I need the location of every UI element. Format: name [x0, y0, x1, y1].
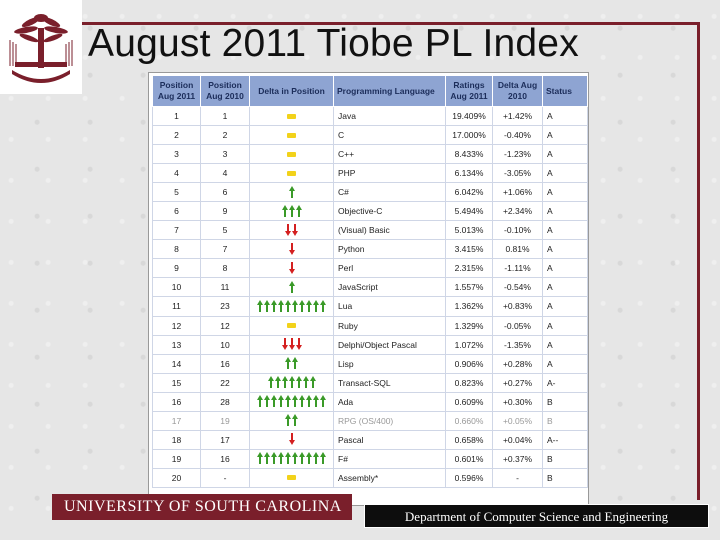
- cell-rating: 0.906%: [446, 354, 493, 373]
- cell-delta-position: [250, 335, 334, 354]
- equal-marker-icon: [287, 475, 296, 480]
- cell-delta-position: [250, 259, 334, 278]
- cell-language: C: [334, 126, 446, 145]
- cell-position-2010: 5: [201, 221, 250, 240]
- cell-rating-delta: +0.28%: [493, 354, 543, 373]
- equal-marker-icon: [287, 152, 296, 157]
- arrow-up-icon: [257, 395, 263, 407]
- cell-position-2011: 6: [153, 202, 201, 221]
- cell-language: Lua: [334, 297, 446, 316]
- cell-delta-position: [250, 107, 334, 126]
- cell-rating-delta: +0.37%: [493, 449, 543, 468]
- cell-rating-delta: -: [493, 468, 543, 487]
- cell-status: A-: [543, 373, 588, 392]
- header-position-2010: Position Aug 2010: [201, 76, 250, 107]
- cell-status: B: [543, 411, 588, 430]
- cell-status: A: [543, 202, 588, 221]
- arrow-up-icon: [275, 376, 281, 388]
- table-body: [153, 107, 588, 488]
- cell-rating: 1.329%: [446, 316, 493, 335]
- cell-position-2010: 7: [201, 240, 250, 259]
- arrow-down-icon: [289, 338, 295, 350]
- delta-indicator: [289, 432, 295, 446]
- cell-position-2011: 2: [153, 126, 201, 145]
- cell-rating: 0.823%: [446, 373, 493, 392]
- cell-position-2011: 9: [153, 259, 201, 278]
- footer-department: Department of Computer Science and Engineering: [364, 504, 709, 528]
- cell-position-2010: 3: [201, 145, 250, 164]
- cell-position-2010: 4: [201, 164, 250, 183]
- arrow-up-icon: [289, 376, 295, 388]
- arrow-up-icon: [257, 452, 263, 464]
- delta-indicator: [268, 375, 316, 389]
- cell-rating: 8.433%: [446, 145, 493, 164]
- table-row: [153, 354, 588, 373]
- table-row: [153, 449, 588, 468]
- cell-rating-delta: -0.05%: [493, 316, 543, 335]
- delta-indicator: [289, 185, 295, 199]
- cell-position-2010: 17: [201, 430, 250, 449]
- arrow-up-icon: [296, 205, 302, 217]
- arrow-up-icon: [271, 452, 277, 464]
- cell-position-2011: 7: [153, 221, 201, 240]
- arrow-up-icon: [292, 395, 298, 407]
- table-row: [153, 297, 588, 316]
- cell-language: Ada: [334, 392, 446, 411]
- cell-position-2011: 15: [153, 373, 201, 392]
- table-row: [153, 373, 588, 392]
- cell-rating-delta: -3.05%: [493, 164, 543, 183]
- cell-rating-delta: +0.83%: [493, 297, 543, 316]
- cell-position-2010: 2: [201, 126, 250, 145]
- cell-position-2010: -: [201, 468, 250, 487]
- delta-indicator: [285, 413, 298, 427]
- cell-language: RPG (OS/400): [334, 411, 446, 430]
- arrow-up-icon: [285, 357, 291, 369]
- cell-rating-delta: +2.34%: [493, 202, 543, 221]
- arrow-up-icon: [278, 395, 284, 407]
- delta-indicator: [257, 394, 326, 408]
- table-row: [153, 278, 588, 297]
- cell-delta-position: [250, 449, 334, 468]
- header-delta-position: Delta in Position: [250, 76, 334, 107]
- cell-rating: 1.072%: [446, 335, 493, 354]
- arrow-up-icon: [306, 395, 312, 407]
- cell-position-2011: 18: [153, 430, 201, 449]
- cell-status: A--: [543, 430, 588, 449]
- cell-position-2011: 4: [153, 164, 201, 183]
- arrow-up-icon: [299, 452, 305, 464]
- arrow-up-icon: [271, 395, 277, 407]
- arrow-up-icon: [313, 300, 319, 312]
- arrow-up-icon: [320, 395, 326, 407]
- cell-rating: 0.609%: [446, 392, 493, 411]
- arrow-up-icon: [313, 395, 319, 407]
- equal-marker-icon: [287, 171, 296, 176]
- delta-indicator: [285, 356, 298, 370]
- cell-rating-delta: +0.30%: [493, 392, 543, 411]
- arrow-up-icon: [282, 376, 288, 388]
- cell-delta-position: [250, 221, 334, 240]
- cell-language: JavaScript: [334, 278, 446, 297]
- table-row: [153, 145, 588, 164]
- cell-position-2011: 8: [153, 240, 201, 259]
- arrow-up-icon: [320, 452, 326, 464]
- cell-rating: 5.013%: [446, 221, 493, 240]
- cell-status: A: [543, 297, 588, 316]
- arrow-up-icon: [257, 300, 263, 312]
- cell-position-2010: 19: [201, 411, 250, 430]
- arrow-up-icon: [289, 205, 295, 217]
- cell-delta-position: [250, 297, 334, 316]
- cell-status: A: [543, 335, 588, 354]
- delta-indicator: [287, 128, 296, 142]
- cell-status: A: [543, 221, 588, 240]
- cell-position-2010: 1: [201, 107, 250, 126]
- university-logo: [0, 0, 82, 94]
- cell-status: A: [543, 145, 588, 164]
- cell-position-2010: 6: [201, 183, 250, 202]
- arrow-up-icon: [306, 300, 312, 312]
- arrow-up-icon: [320, 300, 326, 312]
- delta-indicator: [282, 204, 302, 218]
- cell-delta-position: [250, 468, 334, 487]
- table-row: [153, 221, 588, 240]
- cell-position-2011: 3: [153, 145, 201, 164]
- cell-position-2011: 17: [153, 411, 201, 430]
- cell-position-2011: 11: [153, 297, 201, 316]
- cell-language: Delphi/Object Pascal: [334, 335, 446, 354]
- cell-status: B: [543, 449, 588, 468]
- cell-position-2010: 16: [201, 354, 250, 373]
- cell-rating-delta: +0.04%: [493, 430, 543, 449]
- arrow-up-icon: [264, 300, 270, 312]
- delta-indicator: [285, 223, 298, 237]
- frame-line-right: [697, 22, 700, 500]
- cell-position-2011: 13: [153, 335, 201, 354]
- cell-status: A: [543, 354, 588, 373]
- cell-position-2011: 12: [153, 316, 201, 335]
- arrow-up-icon: [306, 452, 312, 464]
- delta-indicator: [289, 242, 295, 256]
- table-row: [153, 335, 588, 354]
- cell-status: A: [543, 126, 588, 145]
- arrow-up-icon: [278, 452, 284, 464]
- delta-indicator: [257, 451, 326, 465]
- arrow-down-icon: [289, 243, 295, 255]
- cell-position-2010: 23: [201, 297, 250, 316]
- cell-status: A: [543, 259, 588, 278]
- cell-status: A: [543, 240, 588, 259]
- delta-indicator: [287, 166, 296, 180]
- cell-delta-position: [250, 354, 334, 373]
- cell-position-2011: 16: [153, 392, 201, 411]
- cell-position-2011: 1: [153, 107, 201, 126]
- cell-language: Python: [334, 240, 446, 259]
- arrow-up-icon: [285, 300, 291, 312]
- cell-position-2010: 28: [201, 392, 250, 411]
- header-ratings: Ratings Aug 2011: [446, 76, 493, 107]
- cell-language: Assembly*: [334, 468, 446, 487]
- header-language: Programming Language: [334, 76, 446, 107]
- equal-marker-icon: [287, 114, 296, 119]
- arrow-up-icon: [292, 300, 298, 312]
- arrow-up-icon: [299, 395, 305, 407]
- arrow-up-icon: [282, 205, 288, 217]
- table-row: [153, 164, 588, 183]
- cell-delta-position: [250, 126, 334, 145]
- arrow-up-icon: [264, 452, 270, 464]
- cell-rating-delta: -0.54%: [493, 278, 543, 297]
- cell-rating-delta: -1.23%: [493, 145, 543, 164]
- cell-status: A: [543, 316, 588, 335]
- table-row: [153, 468, 588, 487]
- cell-rating-delta: -1.11%: [493, 259, 543, 278]
- cell-language: Perl: [334, 259, 446, 278]
- cell-rating-delta: -0.10%: [493, 221, 543, 240]
- arrow-up-icon: [292, 452, 298, 464]
- cell-status: B: [543, 392, 588, 411]
- tiobe-ranking-table: [152, 75, 588, 488]
- cell-position-2011: 14: [153, 354, 201, 373]
- cell-delta-position: [250, 411, 334, 430]
- arrow-up-icon: [292, 357, 298, 369]
- cell-rating-delta: -1.35%: [493, 335, 543, 354]
- cell-status: A: [543, 278, 588, 297]
- table-row: [153, 430, 588, 449]
- equal-marker-icon: [287, 323, 296, 328]
- cell-rating: 6.134%: [446, 164, 493, 183]
- delta-indicator: [289, 261, 295, 275]
- arrow-down-icon: [282, 338, 288, 350]
- cell-rating: 0.601%: [446, 449, 493, 468]
- arrow-down-icon: [285, 224, 291, 236]
- arrow-up-icon: [289, 186, 295, 198]
- delta-indicator: [287, 319, 296, 333]
- header-delta-rating: Delta Aug 2010: [493, 76, 543, 107]
- cell-status: A: [543, 107, 588, 126]
- cell-rating-delta: +0.05%: [493, 411, 543, 430]
- arrow-up-icon: [285, 452, 291, 464]
- palmetto-logo-icon: [0, 0, 82, 94]
- arrow-up-icon: [285, 395, 291, 407]
- table-row: [153, 411, 588, 430]
- cell-position-2011: 19: [153, 449, 201, 468]
- arrow-up-icon: [313, 452, 319, 464]
- arrow-up-icon: [303, 376, 309, 388]
- cell-rating: 0.596%: [446, 468, 493, 487]
- delta-indicator: [289, 280, 295, 294]
- cell-position-2011: 20: [153, 468, 201, 487]
- cell-position-2010: 11: [201, 278, 250, 297]
- arrow-up-icon: [271, 300, 277, 312]
- arrow-up-icon: [278, 300, 284, 312]
- cell-delta-position: [250, 202, 334, 221]
- cell-rating: 1.362%: [446, 297, 493, 316]
- header-status: Status: [543, 76, 588, 107]
- cell-language: Ruby: [334, 316, 446, 335]
- arrow-up-icon: [268, 376, 274, 388]
- cell-language: Java: [334, 107, 446, 126]
- cell-language: Objective-C: [334, 202, 446, 221]
- arrow-down-icon: [289, 433, 295, 445]
- table-row: [153, 126, 588, 145]
- cell-language: Transact-SQL: [334, 373, 446, 392]
- arrow-down-icon: [292, 224, 298, 236]
- arrow-down-icon: [289, 262, 295, 274]
- cell-delta-position: [250, 316, 334, 335]
- table-row: [153, 183, 588, 202]
- arrow-up-icon: [310, 376, 316, 388]
- table-row: [153, 392, 588, 411]
- delta-indicator: [282, 337, 302, 351]
- cell-rating: 0.660%: [446, 411, 493, 430]
- cell-rating: 6.042%: [446, 183, 493, 202]
- cell-delta-position: [250, 145, 334, 164]
- cell-rating-delta: +1.06%: [493, 183, 543, 202]
- header-position-2011: Position Aug 2011: [153, 76, 201, 107]
- cell-status: A: [543, 164, 588, 183]
- slide-title: August 2011 Tiobe PL Index: [88, 22, 579, 65]
- arrow-up-icon: [299, 300, 305, 312]
- table-row: [153, 107, 588, 126]
- cell-position-2011: 5: [153, 183, 201, 202]
- arrow-up-icon: [264, 395, 270, 407]
- cell-rating: 3.415%: [446, 240, 493, 259]
- table-row: [153, 316, 588, 335]
- arrow-up-icon: [285, 414, 291, 426]
- cell-language: F#: [334, 449, 446, 468]
- cell-delta-position: [250, 240, 334, 259]
- cell-delta-position: [250, 430, 334, 449]
- cell-language: PHP: [334, 164, 446, 183]
- cell-position-2011: 10: [153, 278, 201, 297]
- cell-delta-position: [250, 183, 334, 202]
- cell-position-2010: 22: [201, 373, 250, 392]
- cell-delta-position: [250, 164, 334, 183]
- cell-delta-position: [250, 278, 334, 297]
- arrow-down-icon: [296, 338, 302, 350]
- table-row: [153, 259, 588, 278]
- cell-rating-delta: +1.42%: [493, 107, 543, 126]
- cell-language: (Visual) Basic: [334, 221, 446, 240]
- cell-position-2010: 12: [201, 316, 250, 335]
- cell-delta-position: [250, 392, 334, 411]
- footer-university: UNIVERSITY OF SOUTH CAROLINA: [52, 494, 352, 520]
- tiobe-table-image: [148, 72, 589, 506]
- cell-language: C++: [334, 145, 446, 164]
- delta-indicator: [287, 147, 296, 161]
- table-header-row: [153, 76, 588, 107]
- equal-marker-icon: [287, 133, 296, 138]
- cell-rating-delta: 0.81%: [493, 240, 543, 259]
- cell-position-2010: 8: [201, 259, 250, 278]
- cell-rating: 17.000%: [446, 126, 493, 145]
- cell-language: Pascal: [334, 430, 446, 449]
- cell-status: A: [543, 183, 588, 202]
- cell-rating: 1.557%: [446, 278, 493, 297]
- cell-rating: 19.409%: [446, 107, 493, 126]
- cell-position-2010: 9: [201, 202, 250, 221]
- cell-rating: 0.658%: [446, 430, 493, 449]
- arrow-up-icon: [292, 414, 298, 426]
- cell-rating: 5.494%: [446, 202, 493, 221]
- delta-indicator: [257, 299, 326, 313]
- cell-position-2010: 10: [201, 335, 250, 354]
- arrow-up-icon: [289, 281, 295, 293]
- cell-status: B: [543, 468, 588, 487]
- cell-rating-delta: -0.40%: [493, 126, 543, 145]
- table-row: [153, 202, 588, 221]
- table-row: [153, 240, 588, 259]
- cell-rating-delta: +0.27%: [493, 373, 543, 392]
- delta-indicator: [287, 109, 296, 123]
- cell-position-2010: 16: [201, 449, 250, 468]
- delta-indicator: [287, 471, 296, 485]
- cell-language: C#: [334, 183, 446, 202]
- cell-delta-position: [250, 373, 334, 392]
- arrow-up-icon: [296, 376, 302, 388]
- cell-rating: 2.315%: [446, 259, 493, 278]
- cell-language: Lisp: [334, 354, 446, 373]
